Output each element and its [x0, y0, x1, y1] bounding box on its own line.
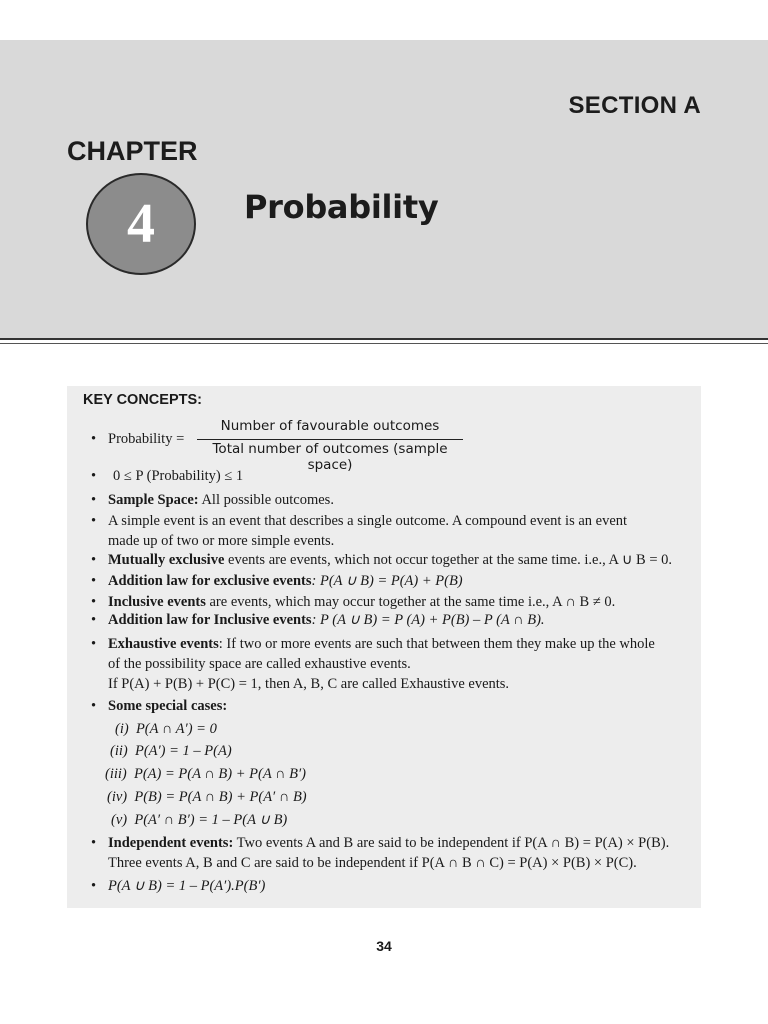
- special-case-item: (i) P(A ∩ A′) = 0: [115, 721, 217, 737]
- list-item-exhaustive: [91, 634, 699, 694]
- fraction-numerator: Number of favourable outcomes: [220, 418, 440, 434]
- header-divider: [0, 338, 768, 340]
- fraction-denominator: Total number of outcomes (sample space): [212, 441, 448, 473]
- bullet-icon: •: [91, 573, 97, 589]
- key-concepts-box: [67, 386, 701, 908]
- term-addition-exclusive: Addition law for exclusive events: [108, 573, 312, 589]
- chapter-number-circle: [86, 173, 196, 275]
- bullet-icon: •: [91, 698, 97, 714]
- list-item-simple-event: [91, 511, 699, 551]
- simple-event-line1: A simple event is an event that describes a single outcome. A compound event is an event: [108, 513, 628, 529]
- bullet-icon: •: [91, 835, 97, 851]
- term-sample-space: Sample Space:: [108, 492, 199, 508]
- list-item-last-formula: [91, 876, 699, 896]
- special-case-item: (ii) P(A′) = 1 – P(A): [110, 743, 232, 759]
- term-mutually-exclusive: Mutually exclusive: [108, 552, 225, 568]
- bullet-icon: •: [91, 492, 97, 508]
- term-independent: Independent events:: [108, 835, 234, 851]
- fraction-bar: [197, 439, 463, 440]
- list-item-special-cases: [91, 696, 699, 716]
- exhaustive-text2: of the possibility space are called exhaustive events.: [108, 656, 411, 672]
- term-exhaustive: Exhaustive events: [108, 636, 219, 652]
- exhaustive-text1: : If two or more events are such that between them they make up the whole: [218, 636, 655, 652]
- chapter-number: 4: [127, 193, 155, 255]
- independent-text2: Three events A, B and C are said to be independent if P(A ∩ B ∩ C) = P(A) × P(B) × P(C).: [108, 855, 637, 871]
- page-number: 34: [376, 938, 392, 954]
- bullet-icon: •: [91, 552, 97, 568]
- bullet-icon: •: [91, 636, 97, 652]
- list-item-inclusive: [91, 592, 699, 612]
- special-case-item: (iii) P(A) = P(A ∩ B) + P(A ∩ B′): [105, 766, 306, 782]
- list-item-sample-space: [91, 490, 699, 510]
- term-addition-inclusive: Addition law for Inclusive events: [108, 612, 312, 628]
- bullet-icon: •: [91, 431, 97, 447]
- list-item-range: [91, 466, 699, 486]
- list-item-independent: [91, 833, 699, 873]
- addition-exclusive-formula: : P(A ∪ B) = P(A) + P(B): [311, 573, 463, 589]
- list-item-addition-inclusive: [91, 610, 699, 630]
- bullet-icon: •: [91, 594, 97, 610]
- independent-text1: Two events A and B are said to be independent if P(A ∩ B) = P(A) × P(B).: [233, 835, 670, 851]
- chapter-label: CHAPTER: [67, 136, 198, 166]
- inclusive-text: are events, which may occur together at the same time i.e., A ∩ B ≠ 0.: [205, 594, 616, 610]
- range-text: 0 ≤ P (Probability) ≤ 1: [113, 468, 244, 484]
- list-item-mutually-exclusive: [91, 550, 699, 570]
- term-inclusive: Inclusive events: [108, 594, 206, 610]
- bullet-icon: •: [91, 878, 97, 894]
- special-case-item: (iv) P(B) = P(A ∩ B) + P(A′ ∩ B): [107, 789, 307, 805]
- exhaustive-text3: If P(A) + P(B) + P(C) = 1, then A, B, C are called Exhaustive events.: [108, 676, 510, 692]
- last-formula: P(A ∪ B) = 1 – P(A′).P(B′): [108, 878, 266, 894]
- mutually-exclusive-text: events are events, which not occur together at the same time. i.e., A ∪ B = 0.: [224, 552, 673, 568]
- term-special-cases: Some special cases:: [108, 698, 228, 714]
- bullet-icon: •: [91, 612, 97, 628]
- sample-space-text: All possible outcomes.: [198, 492, 334, 508]
- key-concepts-heading: KEY CONCEPTS:: [83, 392, 202, 408]
- section-label: SECTION A: [568, 92, 701, 119]
- bullet-icon: •: [91, 513, 97, 529]
- special-case-item: (v) P(A′ ∩ B′) = 1 – P(A ∪ B): [111, 812, 288, 828]
- header-divider-thin: [0, 343, 768, 344]
- simple-event-line2: made up of two or more simple events.: [108, 533, 335, 549]
- list-item-addition-exclusive: [91, 571, 699, 591]
- bullet-icon: •: [91, 468, 97, 484]
- probability-label: Probability =: [108, 431, 185, 447]
- addition-inclusive-formula: : P (A ∪ B) = P (A) + P(B) – P (A ∩ B).: [311, 612, 545, 628]
- chapter-title: Probability: [244, 188, 439, 226]
